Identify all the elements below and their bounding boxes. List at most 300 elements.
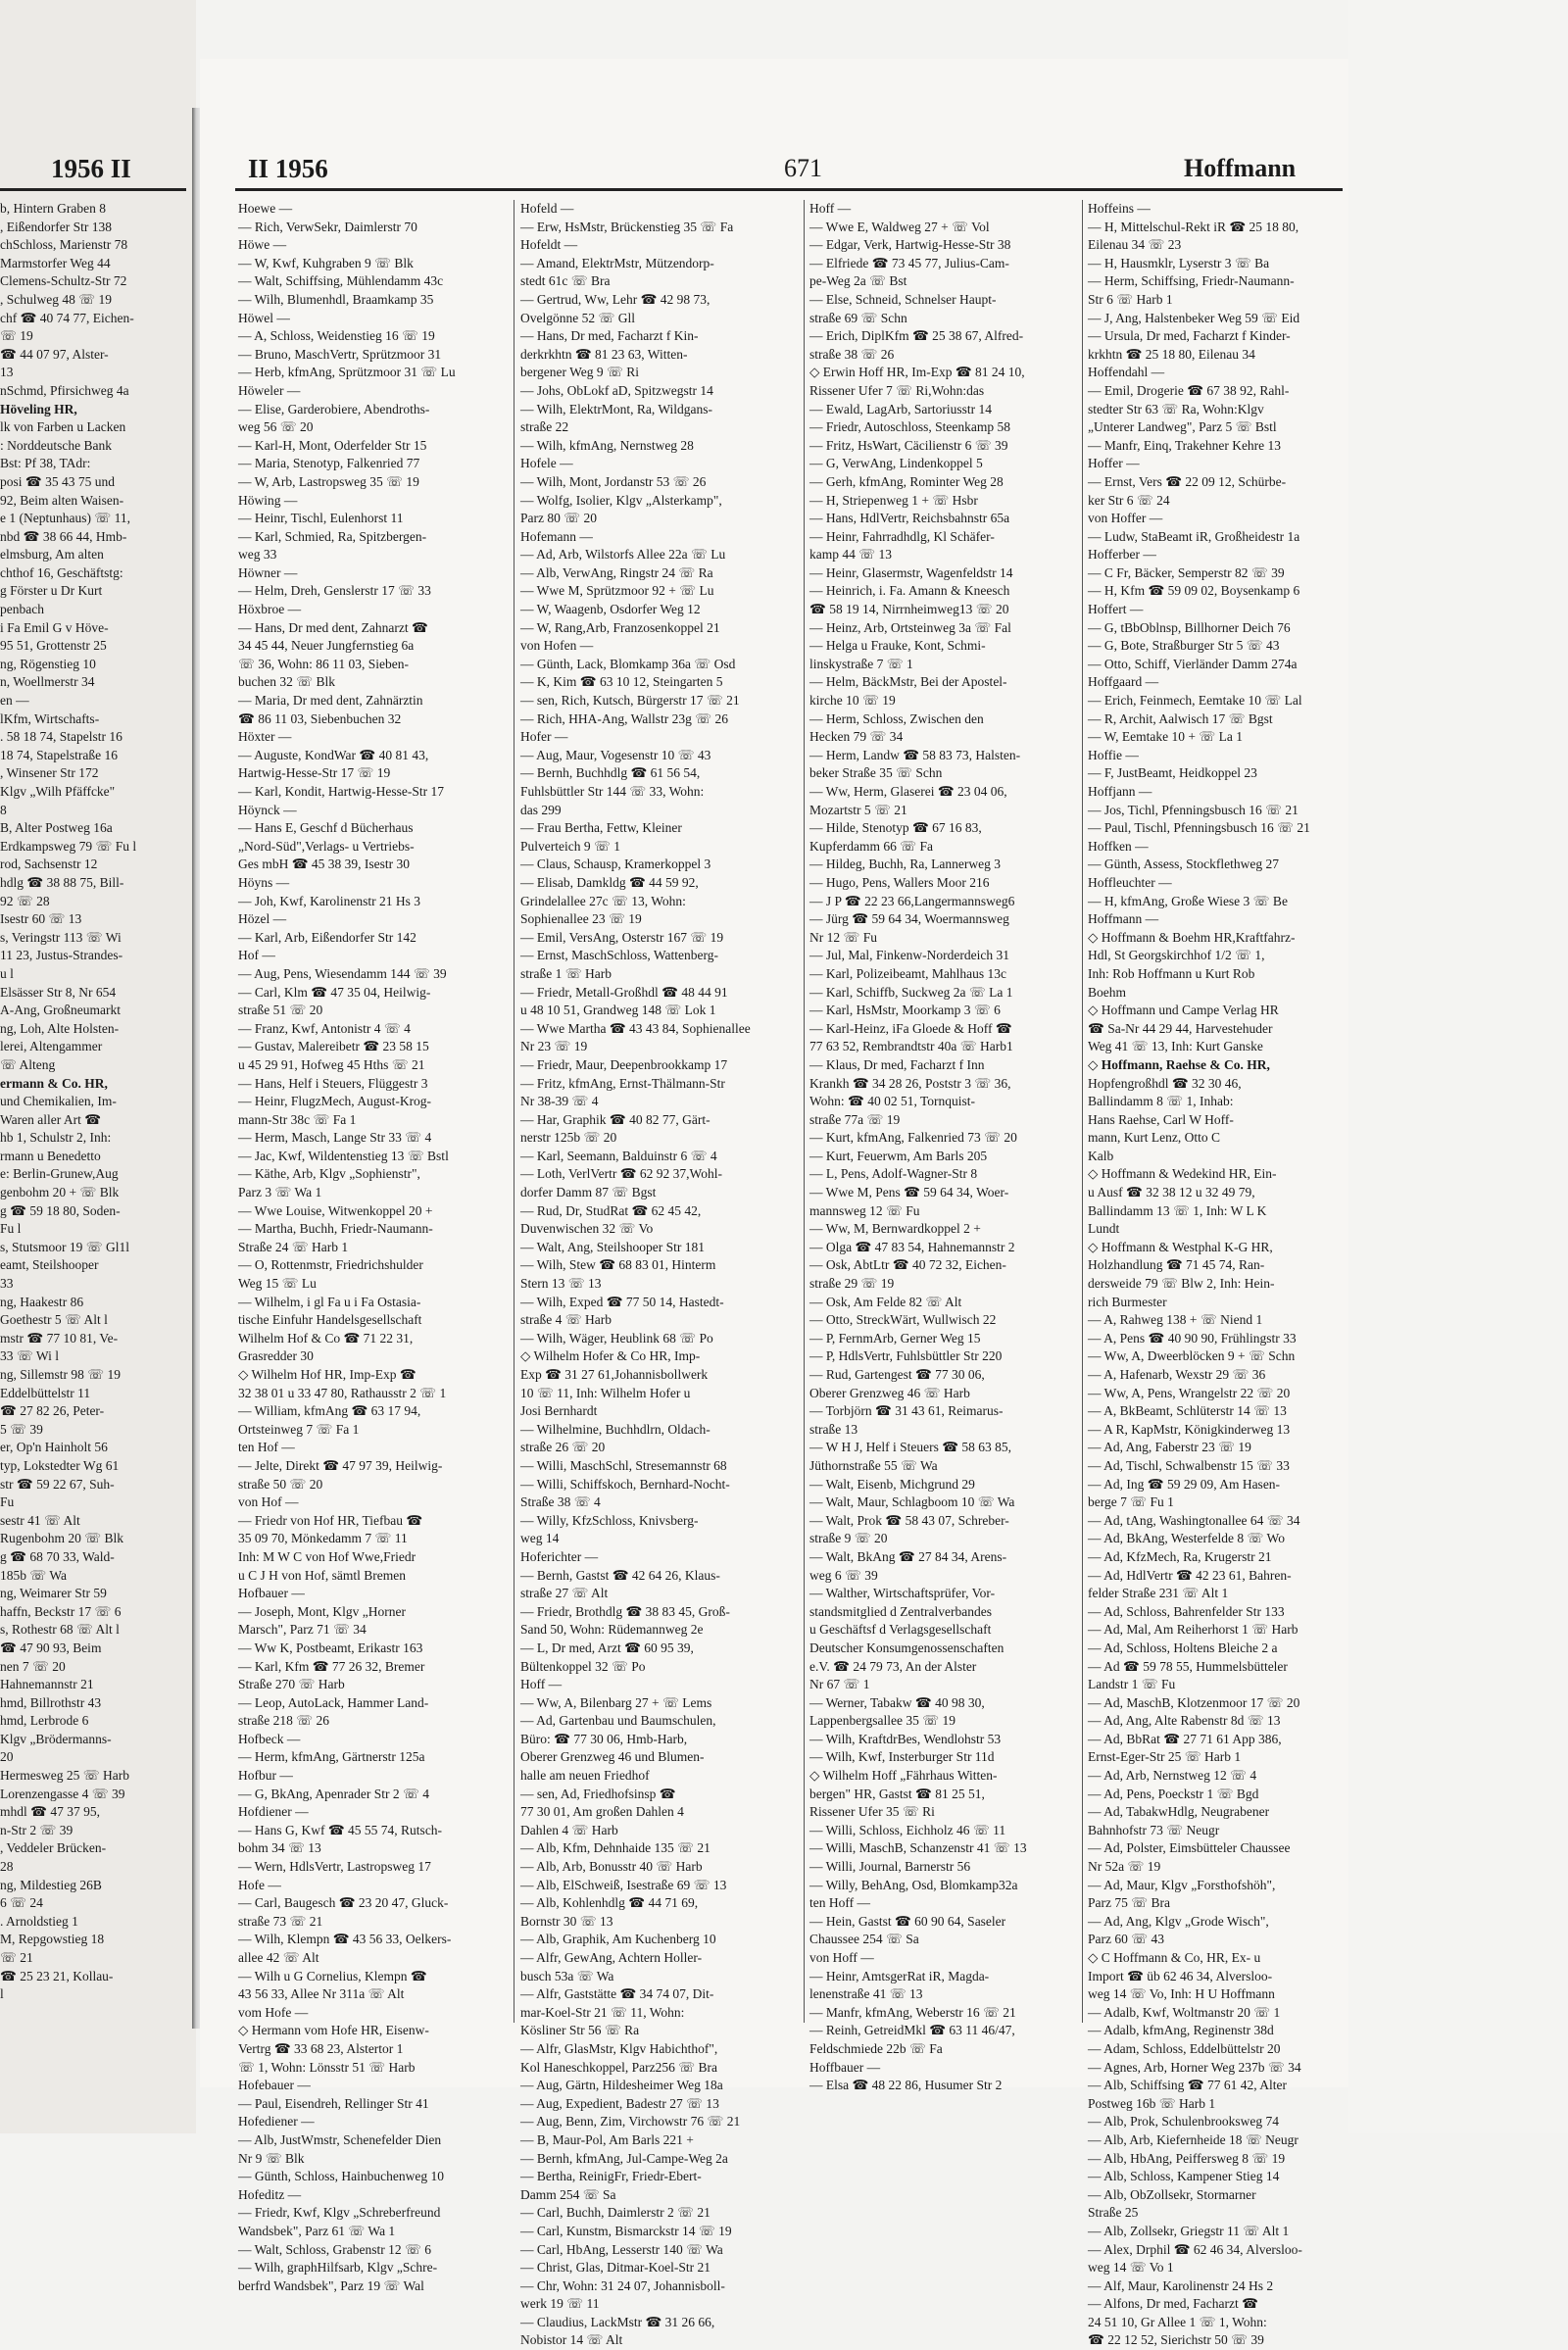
directory-entry-line: Grindelallee 27c ☏ 13, Wohn: (520, 893, 686, 908)
directory-entry-line: — Jos, Tichl, Pfenningsbusch 16 ☏ 21 (1088, 802, 1298, 817)
directory-entry-line: Höyns — (238, 874, 290, 890)
directory-entry-line: — Amand, ElektrMstr, Mützendorp- (520, 255, 714, 270)
directory-entry-line: — Ad, KfzMech, Ra, Krugerstr 21 (1088, 1548, 1272, 1564)
directory-entry-line: von Hofen — (520, 638, 594, 654)
directory-entry-line: — W, Rang,Arb, Franzosenkoppel 21 (520, 619, 720, 635)
directory-entry-line: straße 29 ☏ 19 (809, 1276, 895, 1292)
directory-entry-line: Bst: Pf 38, TAdr: (0, 456, 91, 471)
page-header-year: II 1956 (248, 154, 328, 183)
directory-entry-line: Hofbeck — (238, 1731, 301, 1746)
directory-entry-line: — Bernh, kfmAng, Jul-Campe-Weg 2a (520, 2150, 728, 2166)
directory-entry-line: Rissener Ufer 7 ☏ Ri,Wohn:das (809, 382, 985, 398)
directory-entry-line: — Aug, Gärtn, Hildesheimer Weg 18a (520, 2078, 723, 2093)
directory-entry-line: — W, Eemtake 10 + ☏ La 1 (1088, 729, 1243, 745)
directory-entry-line: — Manfr, Einq, Trakehner Kehre 13 (1088, 437, 1282, 453)
directory-entry-line: — Wilhelm, i gl Fa u i Fa Ostasia- (238, 1294, 421, 1309)
directory-entry-line: — Alb, Schiffsing ☎ 77 61 42, Alter (1088, 2078, 1287, 2093)
directory-entry-line: — Günth, Assess, Stockflethweg 27 (1088, 857, 1279, 872)
directory-entry-line: Hans Raehse, Carl W Hoff- (1088, 1111, 1234, 1127)
directory-entry-line: — Olga ☎ 47 83 54, Hahnemannstr 2 (809, 1239, 1015, 1254)
directory-entry-line: „Unterer Landweg", Parz 5 ☏ Bstl (1088, 419, 1277, 435)
directory-entry-line: Jüthornstraße 55 ☏ Wa (809, 1457, 938, 1473)
directory-entry-line: — Edgar, Verk, Hartwig-Hesse-Str 38 (809, 237, 1011, 253)
directory-entry-line: s, Veringstr 113 ☏ Wi (0, 929, 122, 945)
directory-entry-line: berge 7 ☏ Fu 1 (1088, 1494, 1174, 1510)
directory-entry-line: — Leop, AutoLack, Hammer Land- (238, 1694, 429, 1710)
directory-entry-line: A-Ang, Großneumarkt (0, 1003, 121, 1018)
directory-entry-line: s, Stutsmoor 19 ☏ Gl1l (0, 1239, 130, 1254)
directory-entry-line: — Ad, Schloss, Holtens Bleiche 2 a (1088, 1640, 1278, 1655)
directory-entry-line: — Ad, Arb, Nernstweg 12 ☏ 4 (1088, 1768, 1257, 1784)
directory-entry-line: e: Berlin-Grunew,Aug (0, 1166, 119, 1182)
directory-entry-line: ☎ 25 23 21, Kollau- (0, 1968, 114, 1983)
directory-entry-line: Hofele — (520, 456, 573, 471)
directory-entry-line: — Friedr, Brothdlg ☎ 38 83 45, Groß- (520, 1603, 730, 1619)
directory-entry-line: — Günth, Lack, Blomkamp 36a ☏ Osd (520, 656, 736, 671)
directory-entry-line: — Aug, Maur, Vogesenstr 10 ☏ 43 (520, 747, 711, 762)
directory-entry-line: — Friedr, Kwf, Klgv „Schreberfreund (238, 2205, 441, 2221)
directory-entry-line: weg 6 ☏ 39 (809, 1567, 878, 1583)
directory-entry-line: — Ad, Polster, Eimsbütteler Chaussee (1088, 1840, 1291, 1856)
directory-entry-line: Eddelbüttelstr 11 (0, 1385, 91, 1400)
directory-entry-line: — Fritz, kfmAng, Ernst-Thälmann-Str (520, 1075, 725, 1091)
directory-entry-line: — Klaus, Dr med, Facharzt f Inn (809, 1056, 985, 1072)
directory-entry-line: — Ad, BbRat ☎ 27 71 61 App 386, (1088, 1731, 1282, 1746)
directory-entry-line: linskystraße 7 ☏ 1 (809, 656, 913, 671)
directory-entry-line: ng, Haakestr 86 (0, 1294, 84, 1309)
directory-entry-line: — Friedr, Maur, Deepenbrookkamp 17 (520, 1056, 728, 1072)
directory-entry-line: 77 30 01, Am großen Dahlen 4 (520, 1804, 684, 1820)
directory-entry-line: — Hans, HdlVertr, Reichsbahnstr 65a (809, 511, 1010, 526)
directory-entry-line: Sophienallee 23 ☏ 19 (520, 911, 642, 927)
directory-entry-line: eamt, Steilshooper (0, 1257, 99, 1273)
directory-entry-line: — Willi, MaschB, Schanzenstr 41 ☏ 13 (809, 1840, 1027, 1856)
directory-entry-line: — Gustav, Malereibetr ☎ 23 58 15 (238, 1039, 429, 1054)
directory-entry-line: — Martha, Buchh, Friedr-Naumann- (238, 1221, 433, 1237)
directory-entry-line: — Heinr, Tischl, Eulenhorst 11 (238, 511, 404, 526)
directory-entry-line: — Walt, Prok ☎ 58 43 07, Schreber- (809, 1512, 1009, 1528)
directory-entry-line: Bornstr 30 ☏ 13 (520, 1913, 613, 1929)
directory-entry-line: . 58 18 74, Stapelstr 16 (0, 729, 122, 745)
directory-entry-line: — Karl, Kfm ☎ 77 26 32, Bremer (238, 1658, 425, 1674)
directory-entry-line: — Karl, Seemann, Balduinstr 6 ☏ 4 (520, 1148, 717, 1163)
directory-entry-line: Waren aller Art ☎ (0, 1111, 102, 1127)
directory-entry-line: — H, Mittelschul-Rekt iR ☎ 25 18 80, (1088, 219, 1299, 234)
directory-entry-line: mannsweg 12 ☏ Fu (809, 1202, 920, 1218)
directory-entry-line: kirche 10 ☏ 19 (809, 693, 896, 709)
directory-entry-line: n, Woellmerstr 34 (0, 674, 95, 690)
directory-entry-line: — Hugo, Pens, Wallers Moor 216 (809, 874, 990, 890)
directory-entry-line: Rugenbohm 20 ☏ Blk (0, 1531, 124, 1546)
directory-entry-line: — Ad, Pens, Poeckstr 1 ☏ Bgd (1088, 1786, 1259, 1801)
directory-entry-line: — Erich, Feinmech, Eemtake 10 ☏ Lal (1088, 693, 1302, 709)
directory-entry-line: , Veddeler Brücken- (0, 1840, 107, 1856)
directory-entry-line: — Alb, Arb, Kiefernheide 18 ☏ Neugr (1088, 2131, 1298, 2147)
directory-entry-line: — Kurt, kfmAng, Falkenried 73 ☏ 20 (809, 1130, 1017, 1146)
directory-entry-line: Hoffert — (1088, 602, 1144, 617)
directory-entry-line: — Wilh, Wäger, Heublink 68 ☏ Po (520, 1330, 713, 1346)
directory-entry-line: — Auguste, KondWar ☎ 40 81 43, (238, 747, 429, 762)
directory-entry-line: Hofeld — (520, 201, 574, 216)
directory-entry-line: Boehm (1088, 984, 1126, 1000)
directory-entry-line: haffn, Beckstr 17 ☏ 6 (0, 1603, 122, 1619)
directory-entry-line: Hoffjann — (1088, 784, 1152, 799)
directory-entry-line: — Aug, Benn, Zim, Virchowstr 76 ☏ 21 (520, 2114, 741, 2130)
directory-entry-line: — J, Ang, Halstenbeker Weg 59 ☏ Eid (1088, 310, 1300, 325)
directory-entry-line: weg 33 (238, 547, 277, 563)
directory-entry-line: von Hoffer — (1088, 511, 1163, 526)
directory-entry-line: — A, Rahweg 138 + ☏ Niend 1 (1088, 1312, 1263, 1328)
directory-entry-line: straße 26 ☏ 20 (520, 1440, 606, 1455)
directory-entry-line: — Christ, Glas, Ditmar-Koel-Str 21 (520, 2260, 710, 2276)
directory-entry-line: rmann u Benedetto (0, 1148, 101, 1163)
directory-entry-line: straße 13 (809, 1421, 858, 1437)
directory-entry-line: — Hans, Dr med dent, Zahnarzt ☎ (238, 619, 428, 635)
directory-entry-line: — Ad, MaschB, Klotzenmoor 17 ☏ 20 (1088, 1694, 1300, 1710)
directory-entry-line: bergener Weg 9 ☏ Ri (520, 365, 640, 380)
directory-entry-line: — Wilh, ElektrMont, Ra, Wildgans- (520, 401, 713, 416)
directory-entry-line: ☎ 86 11 03, Siebenbuchen 32 (238, 710, 402, 726)
directory-entry-line: — Karl, Schiffb, Suckweg 2a ☏ La 1 (809, 984, 1013, 1000)
directory-entry-line: Goethestr 5 ☏ Alt l (0, 1312, 108, 1328)
directory-entry-line: — Willi, Schloss, Eichholz 46 ☏ 11 (809, 1822, 1006, 1837)
directory-entry-line: Kösliner Str 56 ☏ Ra (520, 2023, 640, 2038)
directory-entry-line: — Agnes, Arb, Horner Weg 237b ☏ 34 (1088, 2059, 1301, 2075)
directory-entry-line: — Maria, Dr med dent, Zahnärztin (238, 693, 423, 709)
directory-entry-line: elmsburg, Am alten (0, 547, 104, 563)
directory-entry-line: — Herm, kfmAng, Gärtnerstr 125a (238, 1749, 425, 1765)
directory-entry-line: Parz 80 ☏ 20 (520, 511, 597, 526)
directory-entry-line: Rissener Ufer 35 ☏ Ri (809, 1804, 935, 1820)
directory-entry-line: — Wwe Louise, Witwenkoppel 20 + (238, 1202, 433, 1218)
directory-entry-line: Stern 13 ☏ 13 (520, 1276, 602, 1292)
directory-entry-line: Hofer — (520, 729, 568, 745)
directory-entry-line: 8 (0, 802, 7, 817)
directory-entry-line: — A, Pens ☎ 40 90 90, Frühlingstr 33 (1088, 1330, 1297, 1346)
directory-entry-line: nerstr 125b ☏ 20 (520, 1130, 617, 1146)
directory-entry-line: mstr ☎ 77 10 81, Ve- (0, 1330, 119, 1346)
directory-entry-line: Parz 3 ☏ Wa 1 (238, 1185, 322, 1200)
directory-entry-line: — Frau Bertha, Fettw, Kleiner (520, 820, 682, 836)
directory-entry-line: — O, Rottenmstr, Friedrichshulder (238, 1257, 423, 1273)
directory-entry-line: — Alb, Prok, Schulenbrooksweg 74 (1088, 2114, 1279, 2130)
directory-entry-line: ermann & Co. HR, (0, 1075, 108, 1091)
directory-entry-line: ☎ 27 82 26, Peter- (0, 1403, 105, 1419)
directory-entry-line: 24 51 10, Gr Allee 1 ☏ 1, Wohn: (1088, 2314, 1267, 2329)
directory-entry-line: Josi Bernhardt (520, 1403, 598, 1419)
directory-entry-line: — Herm, Schiffsing, Friedr-Naumann- (1088, 273, 1295, 289)
directory-entry-line: 18 74, Stapelstraße 16 (0, 747, 118, 762)
directory-entry-line: ng, Rögenstieg 10 (0, 656, 96, 671)
directory-entry-line: Isestr 60 ☏ 13 (0, 911, 82, 927)
directory-entry-line: — Wilh, Blumenhdl, Braamkamp 35 (238, 291, 434, 307)
directory-entry-line: — Carl, Baugesch ☎ 23 20 47, Gluck- (238, 1895, 449, 1911)
directory-entry-line: Ortsteinweg 7 ☏ Fa 1 (238, 1421, 360, 1437)
directory-entry-line: — Elsa ☎ 48 22 86, Husumer Str 2 (809, 2078, 1003, 2093)
directory-entry-line: Vertrg ☎ 33 68 23, Alstertor 1 (238, 2040, 404, 2056)
directory-entry-line: e 1 (Neptunhaus) ☏ 11, (0, 511, 130, 526)
directory-entry-line: Elsässer Str 8, Nr 654 (0, 984, 117, 1000)
directory-entry-line: ☎ 44 07 97, Alster- (0, 346, 109, 362)
directory-entry-line: straße 218 ☏ 26 (238, 1713, 329, 1729)
directory-entry-line: hmd, Lerbrode 6 (0, 1713, 89, 1729)
directory-entry-line: Pulverteich 9 ☏ 1 (520, 838, 620, 854)
directory-entry-line: — Alb, Graphik, Am Kuchenberg 10 (520, 1932, 716, 1947)
directory-entry-line: — H, kfmAng, Große Wiese 3 ☏ Be (1088, 893, 1288, 908)
directory-entry-line: Inh: M W C von Hof Wwe,Friedr (238, 1548, 416, 1564)
directory-entry-line: — Ernst, MaschSchloss, Wattenberg- (520, 948, 719, 963)
directory-entry-line: — Erich, DiplKfm ☎ 25 38 67, Alfred- (809, 328, 1024, 344)
directory-entry-line: — Claus, Schausp, Kramerkoppel 3 (520, 857, 711, 872)
directory-entry-line: straße 50 ☏ 20 (238, 1476, 323, 1492)
directory-entry-line: — Wilh, kfmAng, Nernstweg 28 (520, 437, 694, 453)
directory-entry-line: rod, Sachsenstr 12 (0, 857, 98, 872)
directory-entry-line: — Karl, Schmied, Ra, Spitzbergen- (238, 528, 427, 544)
directory-entry-line: — Alb, Kohlenhdlg ☎ 44 71 69, (520, 1895, 699, 1911)
directory-entry-line: Hof — (238, 948, 275, 963)
directory-entry-line: ◇ Wilhelm Hoff „Fährhaus Witten- (809, 1768, 998, 1784)
directory-entry-line: ◇ Wilhelm Hof HR, Imp-Exp ☎ (238, 1367, 416, 1382)
directory-entry-line: Nr 9 ☏ Blk (238, 2150, 305, 2166)
directory-entry-line: Klgv „Brödermanns- (0, 1731, 112, 1746)
directory-entry-line: — G, Bote, Straßburger Str 5 ☏ 43 (1088, 638, 1280, 654)
directory-entry-line: Klgv „Wilh Pfäffcke" (0, 784, 116, 799)
directory-entry-line: Duvenwischen 32 ☏ Vo (520, 1221, 654, 1237)
directory-entry-line: — Carl, Buchh, Daimlerstr 2 ☏ 21 (520, 2205, 710, 2221)
directory-entry-line: — Wilhelmine, Buchhdlrn, Oldach- (520, 1421, 710, 1437)
directory-entry-line: typ, Lokstedter Wg 61 (0, 1457, 120, 1473)
directory-entry-line: Feldschmiede 22b ☏ Fa (809, 2040, 943, 2056)
directory-entry-line: weg 14 ☏ Vo, Inh: H U Hoffmann (1088, 1986, 1275, 2002)
directory-entry-line: Hoffer — (1088, 456, 1140, 471)
directory-column-2 (520, 200, 800, 2348)
directory-entry-line: 20 (0, 1749, 14, 1765)
directory-entry-line: Hofebauer — (238, 2078, 311, 2093)
directory-entry-line: — Werner, Tabakw ☎ 40 98 30, (809, 1694, 985, 1710)
directory-entry-line: Hofediener — (238, 2114, 315, 2130)
directory-entry-line: ◇ Hoffmann, Raehse & Co. HR, (1088, 1056, 1270, 1072)
directory-entry-line: Wohn: ☎ 40 02 51, Tornquist- (809, 1094, 976, 1109)
directory-entry-line: — Osk, AbtLtr ☎ 40 72 32, Eichen- (809, 1257, 1006, 1273)
directory-entry-line: — Wilh, Stew ☎ 68 83 01, Hinterm (520, 1257, 716, 1273)
directory-entry-line: — Willy, BehAng, Osd, Blomkamp32a (809, 1877, 1018, 1892)
directory-entry-line: — Manfr, kfmAng, Weberstr 16 ☏ 21 (809, 2004, 1016, 2020)
directory-entry-line: — Ww, A, Pens, Wrangelstr 22 ☏ 20 (1088, 1385, 1291, 1400)
directory-entry-line: — Karl, HsMstr, Moorkamp 3 ☏ 6 (809, 1003, 1001, 1018)
directory-entry-line: — Ewald, LagArb, Sartoriusstr 14 (809, 401, 992, 416)
directory-entry-line: — Ad, Mal, Am Reiherhorst 1 ☏ Harb (1088, 1622, 1298, 1638)
directory-entry-line: — J P ☎ 22 23 66,Langermannsweg6 (809, 893, 1015, 908)
directory-entry-line: rich Burmester (1088, 1294, 1167, 1309)
directory-entry-line: — Karl, Arb, Eißendorfer Str 142 (238, 929, 416, 945)
directory-entry-line: — Ww, M, Bernwardkoppel 2 + (809, 1221, 981, 1237)
directory-entry-line: Clemens-Schultz-Str 72 (0, 273, 127, 289)
directory-entry-line: Hartwig-Hesse-Str 17 ☏ 19 (238, 765, 391, 781)
directory-entry-line: vom Hofe — (238, 2004, 309, 2020)
directory-entry-line: l (0, 1986, 4, 2002)
directory-entry-line: — sen, Rich, Kutsch, Bürgerstr 17 ☏ 21 (520, 693, 740, 709)
directory-entry-line: , Eißendorfer Str 138 (0, 219, 112, 234)
directory-entry-line: — Alb, Arb, Bonusstr 40 ☏ Harb (520, 1859, 703, 1875)
directory-entry-line: — W H J, Helf i Steuers ☎ 58 63 85, (809, 1440, 1012, 1455)
directory-entry-line: — H, Striepenweg 1 + ☏ Hsbr (809, 492, 978, 508)
directory-entry-line: stedter Str 63 ☏ Ra, Wohn:Klgv (1088, 401, 1264, 416)
directory-entry-line: g Förster u Dr Kurt (0, 583, 103, 599)
directory-entry-line: ng, Mildestieg 26B (0, 1877, 102, 1892)
directory-entry-line: — Hilde, Stenotyp ☎ 67 16 83, (809, 820, 982, 836)
directory-entry-line: — Emil, Drogerie ☎ 67 38 92, Rahl- (1088, 382, 1290, 398)
header-rule (235, 188, 1343, 191)
directory-entry-line: genbohm 20 + ☏ Blk (0, 1185, 120, 1200)
directory-entry-line: Hofbur — (238, 1768, 293, 1784)
directory-entry-line: — Herm, Masch, Lange Str 33 ☏ 4 (238, 1130, 432, 1146)
directory-entry-line: halle am neuen Friedhof (520, 1768, 650, 1784)
directory-entry-line: — Har, Graphik ☎ 40 82 77, Gärt- (520, 1111, 710, 1127)
directory-entry-line: hb 1, Schulstr 2, Inh: (0, 1130, 112, 1146)
directory-entry-line: ☏ 21 (0, 1950, 33, 1965)
directory-entry-line: Lappenbergsallee 35 ☏ 19 (809, 1713, 956, 1729)
directory-entry-line: — Adalb, Kwf, Woltmanstr 20 ☏ 1 (1088, 2004, 1281, 2020)
directory-entry-line: Höwel — (238, 310, 290, 325)
directory-entry-line: — Rich, VerwSekr, Daimlerstr 70 (238, 219, 417, 234)
directory-entry-line: sestr 41 ☏ Alt (0, 1512, 80, 1528)
directory-entry-line: b, Hintern Graben 8 (0, 201, 106, 216)
directory-entry-line: — Walt, BkAng ☎ 27 84 34, Arens- (809, 1548, 1007, 1564)
directory-entry-line: Ernst-Eger-Str 25 ☏ Harb 1 (1088, 1749, 1242, 1765)
column-divider-2 (804, 200, 805, 2023)
directory-entry-line: chf ☎ 40 74 77, Eichen- (0, 310, 134, 325)
directory-entry-line: — Rich, HHA-Ang, Wallstr 23g ☏ 26 (520, 710, 729, 726)
directory-entry-line: posi ☎ 35 43 75 und (0, 473, 115, 489)
directory-entry-line: — Willi, Journal, Barnerstr 56 (809, 1859, 971, 1875)
directory-entry-line: — Jelte, Direkt ☎ 47 97 39, Heilwig- (238, 1457, 443, 1473)
directory-entry-line: felder Straße 231 ☏ Alt 1 (1088, 1586, 1229, 1601)
directory-entry-line: Höweler — (238, 382, 301, 398)
directory-entry-line: straße 51 ☏ 20 (238, 1003, 323, 1018)
directory-entry-line: bergen" HR, Gastst ☎ 81 25 51, (809, 1786, 985, 1801)
directory-entry-line: — Karl-H, Mont, Oderfelder Str 15 (238, 437, 427, 453)
directory-entry-line: Fuhlsbüttler Str 144 ☏ 33, Wohn: (520, 784, 705, 799)
directory-entry-line: — Hildeg, Buchh, Ra, Lannerweg 3 (809, 857, 1001, 872)
directory-entry-line: — Elisab, Damkldg ☎ 44 59 92, (520, 874, 699, 890)
directory-entry-line: nen 7 ☏ 20 (0, 1658, 66, 1674)
directory-entry-line: Hoff — (809, 201, 852, 216)
directory-entry-line: — Friedr, Metall-Großhdl ☎ 48 44 91 (520, 984, 728, 1000)
directory-entry-line: buchen 32 ☏ Blk (238, 674, 335, 690)
directory-entry-line: — Paul, Eisendreh, Rellinger Str 41 (238, 2095, 429, 2111)
directory-entry-line: — Otto, Schiff, Vierländer Damm 274a (1088, 656, 1298, 671)
directory-entry-line: tische Einfuhr Handelsgesellschaft (238, 1312, 422, 1328)
directory-entry-line: — Karl-Heinz, iFa Gloede & Hoff ☎ (809, 1020, 1012, 1036)
directory-entry-line: weg 14 (520, 1531, 560, 1546)
directory-entry-line: — Osk, Am Felde 82 ☏ Alt (809, 1294, 962, 1309)
directory-entry-line: — Hans E, Geschf d Bücherhaus (238, 820, 414, 836)
directory-entry-line: — Käthe, Arb, Klgv „Sophienstr", (238, 1166, 420, 1182)
directory-entry-line: — B, Maur-Pol, Am Barls 221 + (520, 2131, 694, 2147)
directory-entry-line: — sen, Ad, Friedhofsinsp ☎ (520, 1786, 676, 1801)
directory-entry-line: — Maria, Stenotyp, Falkenried 77 (238, 456, 420, 471)
directory-entry-line: Krankh ☎ 34 28 26, Poststr 3 ☏ 36, (809, 1075, 1011, 1091)
directory-entry-line: straße 73 ☏ 21 (238, 1913, 323, 1929)
directory-entry-line: u 48 10 51, Grandweg 148 ☏ Lok 1 (520, 1003, 716, 1018)
directory-entry-line: B, Alter Postweg 16a (0, 820, 113, 836)
directory-entry-line: „Nord-Süd",Verlags- u Vertriebs- (238, 838, 415, 854)
directory-entry-line: ◇ Hoffmann & Wedekind HR, Ein- (1088, 1166, 1277, 1182)
directory-entry-line: stedt 61c ☏ Bra (520, 273, 611, 289)
directory-entry-line: Oberer Grenzweg 46 ☏ Harb (809, 1385, 970, 1400)
directory-entry-line: Nr 23 ☏ 19 (520, 1039, 588, 1054)
directory-entry-line: 92 ☏ 28 (0, 893, 50, 908)
directory-entry-line: — Helm, Dreh, Genslerstr 17 ☏ 33 (238, 583, 431, 599)
directory-entry-line: beker Straße 35 ☏ Schn (809, 765, 943, 781)
directory-entry-line: Weg 41 ☏ 13, Inh: Kurt Ganske (1088, 1039, 1263, 1054)
directory-entry-line: — Walther, Wirtschaftsprüfer, Vor- (809, 1586, 996, 1601)
directory-entry-line: Nr 38-39 ☏ 4 (520, 1094, 599, 1109)
directory-entry-line: en — (0, 693, 29, 709)
directory-entry-line: — Heinrich, i. Fa. Amann & Kneesch (809, 583, 1010, 599)
directory-entry-line: — P, FernmArb, Gerner Weg 15 (809, 1330, 981, 1346)
directory-entry-line: — C Fr, Bäcker, Semperstr 82 ☏ 39 (1088, 564, 1285, 580)
directory-entry-line: Hofferber — (1088, 547, 1156, 563)
directory-entry-line: — Rud, Dr, StudRat ☎ 62 45 42, (520, 1202, 702, 1218)
directory-entry-line: — Wwe M, Sprützmoor 92 + ☏ Lu (520, 583, 714, 599)
directory-entry-line: Nr 12 ☏ Fu (809, 929, 878, 945)
directory-entry-line: 77 63 52, Rembrandtstr 40a ☏ Harb1 (809, 1039, 1013, 1054)
directory-entry-line: — Walt, Ang, Steilshooper Str 181 (520, 1239, 706, 1254)
directory-entry-line: Kol Haneschkoppel, Parz256 ☏ Bra (520, 2059, 717, 2075)
directory-entry-line: u Ausf ☎ 32 38 12 u 32 49 79, (1088, 1185, 1255, 1200)
directory-entry-line: — Alb, Schloss, Kampener Stieg 14 (1088, 2169, 1280, 2184)
directory-entry-line: Marmstorfer Weg 44 (0, 255, 111, 270)
directory-entry-line: — Erw, HsMstr, Brückenstieg 35 ☏ Fa (520, 219, 734, 234)
directory-entry-line: , Winsener Str 172 (0, 765, 99, 781)
directory-entry-line: Büro: ☎ 77 30 06, Hmb-Harb, (520, 1731, 688, 1746)
directory-entry-line: Parz 60 ☏ 43 (1088, 1932, 1164, 1947)
directory-entry-line: Straße 270 ☏ Harb (238, 1677, 345, 1692)
directory-entry-line: — Kurt, Feuerwm, Am Barls 205 (809, 1148, 988, 1163)
directory-entry-line: straße 22 (520, 419, 569, 435)
directory-entry-line: — Ww, Herm, Glaserei ☎ 23 04 06, (809, 784, 1007, 799)
directory-entry-line: u C J H von Hof, sämtl Bremen (238, 1567, 406, 1583)
directory-entry-line: Fu l (0, 1221, 22, 1237)
directory-entry-line: straße 9 ☏ 20 (809, 1531, 888, 1546)
directory-entry-line: — Alb, Kfm, Dehnhaide 135 ☏ 21 (520, 1840, 710, 1856)
directory-entry-line: — Wolfg, Isolier, Klgv „Alsterkamp", (520, 492, 722, 508)
directory-entry-line: lKfm, Wirtschafts- (0, 710, 100, 726)
directory-entry-line: Weg 15 ☏ Lu (238, 1276, 317, 1292)
directory-entry-line: ◇ Wilhelm Hofer & Co HR, Imp- (520, 1348, 701, 1364)
running-head: Hoffmann (1184, 154, 1297, 182)
left-page-column (0, 200, 186, 2023)
directory-entry-line: von Hof — (238, 1494, 299, 1510)
directory-entry-line: — Wilh, Klempn ☎ 43 56 33, Oelkers- (238, 1932, 452, 1947)
directory-entry-line: 5 ☏ 39 (0, 1421, 43, 1437)
directory-entry-line: — Jac, Kwf, Wildentenstieg 13 ☏ Bstl (238, 1148, 449, 1163)
directory-entry-line: Hermesweg 25 ☏ Harb (0, 1768, 129, 1784)
directory-entry-line: ◇ C Hoffmann & Co, HR, Ex- u (1088, 1950, 1261, 1965)
directory-entry-line: straße 38 ☏ 26 (809, 346, 895, 362)
directory-entry-line: — P, HdlsVertr, Fuhlsbüttler Str 220 (809, 1348, 1003, 1364)
directory-entry-line: Sand 50, Wohn: Rüdemannweg 2e (520, 1622, 704, 1638)
directory-entry-line: — Alfr, Gaststätte ☎ 34 74 07, Dit- (520, 1986, 714, 2002)
directory-entry-line: 32 38 01 u 33 47 80, Rathausstr 2 ☏ 1 (238, 1385, 447, 1400)
directory-entry-line: — Walt, Eisenb, Michgrund 29 (809, 1476, 975, 1492)
directory-entry-line: — Bernh, Gastst ☎ 42 64 26, Klaus- (520, 1567, 720, 1583)
directory-entry-line: — William, kfmAng ☎ 63 17 94, (238, 1403, 421, 1419)
directory-entry-line: — Hans, Dr med, Facharzt f Kin- (520, 328, 699, 344)
directory-entry-line: Hofeldt — (520, 237, 578, 253)
directory-entry-line: — Wern, HdlsVertr, Lastropsweg 17 (238, 1859, 431, 1875)
